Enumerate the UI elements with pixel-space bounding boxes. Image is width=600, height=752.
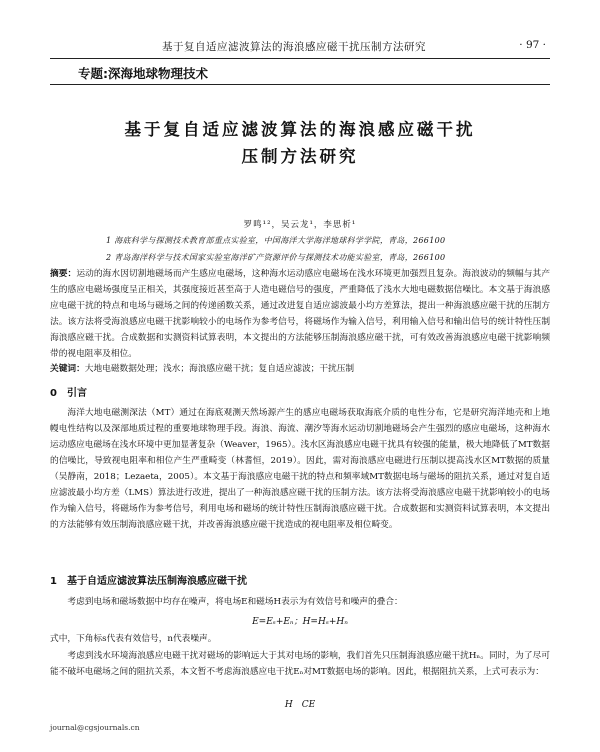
keywords <box>50 362 354 374</box>
equation-2: H CE <box>284 700 316 710</box>
abstract-label: 摘要： <box>50 269 77 279</box>
section-label: 专题:深海地球物理技术 <box>78 66 208 81</box>
page-number: · 97 · <box>519 39 546 51</box>
section-0-heading: 0 引言 <box>50 388 87 399</box>
equation-1: E=Eₛ+Eₙ；H=Hₛ+Hₙ <box>252 617 348 627</box>
affiliation-1: 1 海底科学与探测技术教育部重点实验室，中国海洋大学海洋地球科学学院，青岛，266100 <box>106 236 446 245</box>
running-head-title: 基于复自适应滤波算法的海浪感应磁干扰压制方法研究 <box>162 41 426 53</box>
section-1-paragraph-2: 式中，下角标s代表有效信号，n代表噪声。 <box>50 634 217 644</box>
footer-email: journal@cgsjournals.cn <box>50 723 140 732</box>
section-1-heading: 1 基于自适应滤波算法压制海浪感应磁干扰 <box>50 576 247 587</box>
running-head <box>50 38 550 59</box>
keywords-text: 大地电磁数据处理；浅水；海浪感应磁干扰；复自适应滤波；干扰压制 <box>84 364 355 374</box>
paper-title-line1: 基于复自适应滤波算法的海浪感应磁干扰 <box>124 120 476 139</box>
section-1-paragraph-1: 考虑到电场和磁场数据中均存在噪声，将电场E和磁场H表示为有效信号和噪声的叠合： <box>67 597 403 607</box>
abstract <box>50 266 550 362</box>
paper-title-line2: 压制方法研究 <box>241 147 359 166</box>
keywords-label: 关键词： <box>50 364 85 374</box>
section-1-paragraph-3: 考虑到浅水环境海浪感应电磁干扰对磁场的影响远大于其对电场的影响，我们首先只压制海浪感应磁干扰Hₙ。同时，为了尽可能不破坏电磁场之间的阻抗关系，本文暂不考虑海浪感应电干扰Eₙ对MT数据电场的影响。因此，根据阻抗关系，上式可表示为： <box>50 651 550 677</box>
affiliation-2: 2 青岛海洋科学与技术国家实验室海洋矿产资源评价与探测技术功能实验室，青岛，266100 <box>106 253 446 262</box>
abstract-text: 运动的海水因切割地磁场而产生感应电磁场，这种海水运动感应电磁场在浅水环境更加强烈且复杂。海浪波动的频幅与其产生的感应电磁场强度呈正相关，其强度接近甚至高于人造电磁信号的强度，严重降低了浅水大地电磁数据信噪比。本文基于海浪感应电磁干扰的特点和电场与磁场之间的传递函数关系，通过改进复自适应滤波最小均方差算法，提出一种海浪感应磁干扰的压制方法。该方法将受海浪感应电磁干扰影响较小的电场作为参考信号，将磁场作为输入信号，利用输入信号和输出信号的统计特性压制海浪感应磁干扰。合成数据和实测资料试算表明，本文提出的方法能够压制海浪感应磁干扰，可有效改善海浪感应电磁干扰影响频带的视电阻率及相位。 <box>50 269 551 359</box>
section-rule <box>50 84 550 85</box>
authors: 罗鸣¹²，吴云龙¹，李思析¹ <box>243 220 357 230</box>
section-0-paragraph: 海洋大地电磁测深法（MT）通过在海底观测天然场源产生的感应电磁场获取海底介质的电性分布，它是研究海洋地壳和上地幔电性结构以及深部地质过程的重要地球物理手段。海浪、海流、潮汐等海水运动切割地磁场会产生强烈的感应电磁场，这种海水运动感应电磁场在浅水环境中更加显著复杂（Weaver，1965）。浅水区海浪感应电磁干扰具有较强的能量，极大地降低了MT数据的信噪比，导致视电阻率和相位产生严重畸变（林耆恒，2019）。因此，需对海浪感应电磁进行压制以提高浅水区MT数据的质量（吴静南，2018；Lezaeta，2005）。本文基于海浪感应电磁干扰的特点和频率域MT数据电场与磁场的阻抗关系，通过对复自适应滤波最小均方差（LMS）算法进行改进，提出了一种海浪感应磁干扰的压制方法。该方法将受海浪感应电磁干扰影响较小的电场作为输入信号，将磁场作为参考信号，利用电场和磁场的统计特性压制海浪感应磁干扰。合成数据和实测资料试算表明，本文提出的方法能够有效压制海浪感应磁干扰，并改善海浪感应磁干扰造成的视电阻率及相位畸变。 <box>50 408 550 530</box>
